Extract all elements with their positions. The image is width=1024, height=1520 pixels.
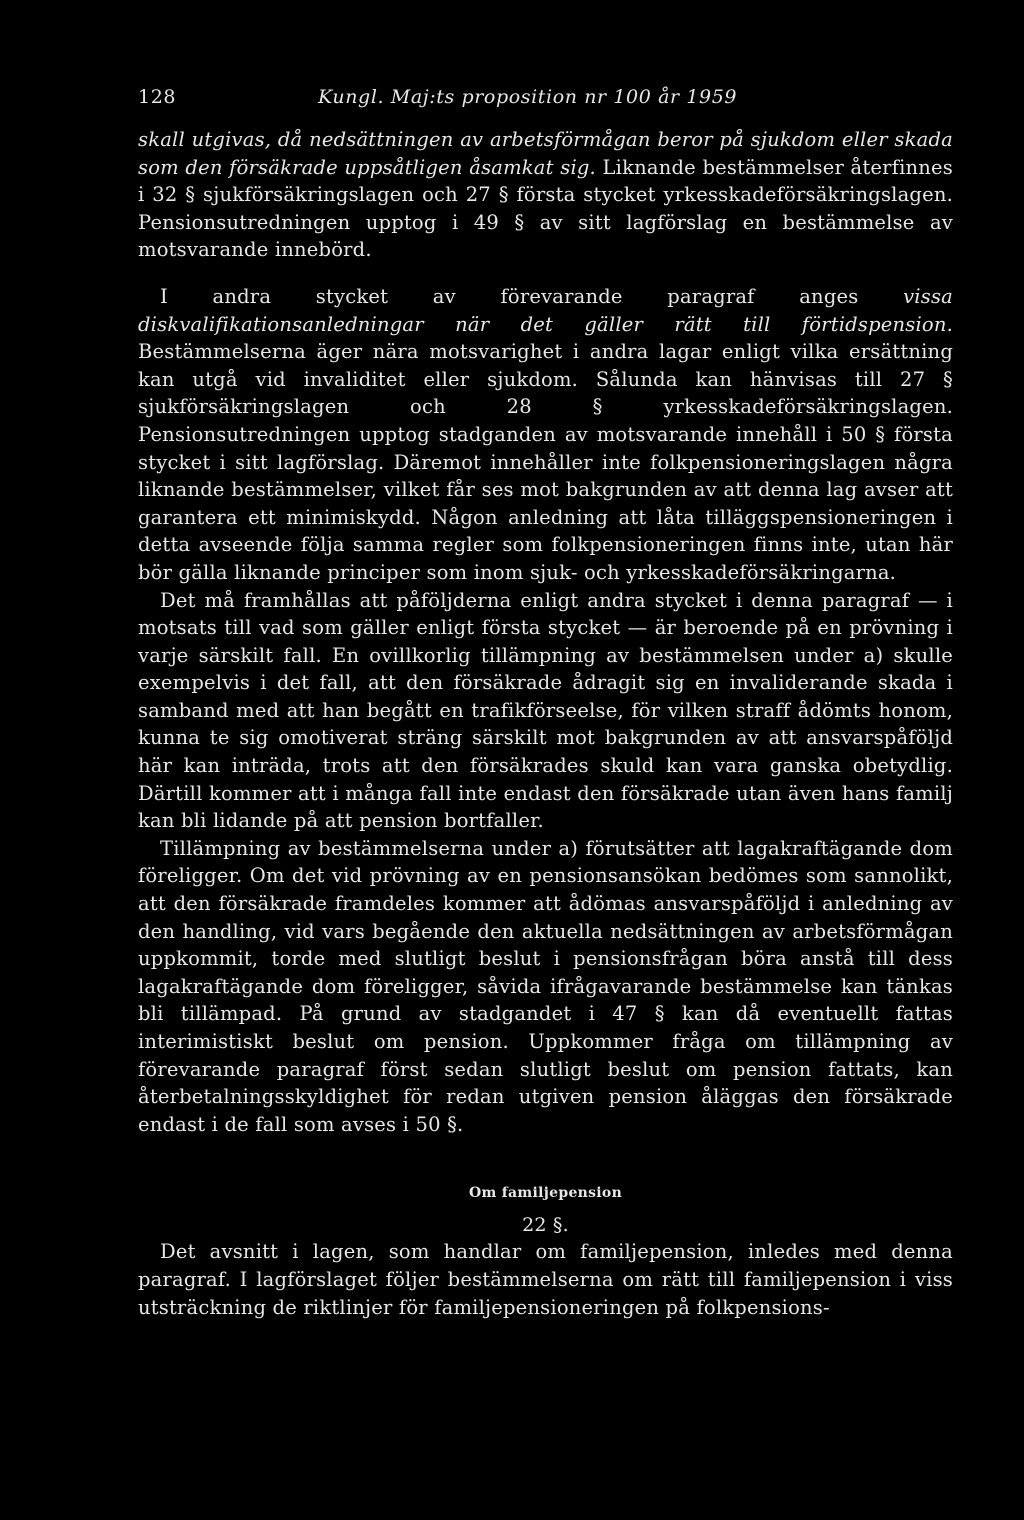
- paragraph: Det må framhållas att påföljderna enligt andra stycket i denna paragraf — i motsats till vad som gäller enligt första stycket — är beroende på en prövning i varje särskilt fall. En ovillkorlig tillämpning av bestämmelsen under a) skulle exempelvis i det fall, att den försäkrade ådragit sig en invaliderande skada i samband med att han begått en trafikförseelse, för vilken straff ådömts honom, kunna te sig omotiverat sträng särskilt mot bakgrunden av att ansvarspåföljd här kan inträda, trots att den försäkrades skuld kan vara ganska obetydlig. Därtill kommer att i många fall inte endast den försäkrade utan även hans familj kan bli lidande på att pension bortfaller.: [138, 588, 953, 833]
- paragraph: Tillämpning av bestämmelserna under a) förutsätter att lagakraftägande dom föreligger. Om det vid prövning av en pensionsansökan bedömes som sannolikt, att den försäkrade framdeles kommer att ådömas ansvarspåföljd i anledning av den handling, vid vars begående den aktuella nedsättningen av arbetsförmågan uppkommit, torde med slutligt beslut i pensionsfrågan böra anstå till dess lagakraftägande dom föreligger, såvida ifrågavarande bestämmelse kan tänkas bli tillämpad. På grund av stadgandet i 47 § kan då eventuellt fattas interimistiskt beslut om pension. Uppkommer fråga om tillämpning av förevarande paragraf först sedan slutligt beslut om pension fattats, kan återbetalningsskyldighet för redan utgiven pension åläggas den försäkrade endast i de fall som avses i 50 §.: [138, 836, 953, 1136]
- paragraph-text: Liknande bestämmelser återfinnes i 32 § sjukförsäkringslagen och 27 § första stycket yrkesskadeförsäkringslagen. Pensionsutredningen upptog i 49 § av sitt lagförslag en bestämmelse av motsvarande innebörd.: [138, 155, 954, 262]
- italic-text: vissa diskvalifikationsanledningar när det gäller rätt till förtidspension.: [138, 284, 953, 336]
- running-header: [138, 86, 953, 108]
- paragraph-text: Bestämmelserna äger nära motsvarighet i andra lagar enligt vilka ersättning kan utgå vid invaliditet eller sjukdom. Sålunda kan hänvisas till 27 § sjukförsäkringslagen och 28 § yrkesskadeförsäkringslagen. Pensionsutredningen upptog stadganden av motsvarande innehåll i 50 § första stycket i sitt lagförslag. Däremot innehåller inte folkpensioneringslagen några liknande bestämmelser, vilket får ses mot bakgrunden av att denna lag avser att garantera ett minimiskydd. Någon anledning att låta tilläggspensioneringen i detta avseende följa samma regler som folkpensioneringen finns inte, utan här bör gälla liknande principer som inom sjuk- och yrkesskadeförsäkringarna.: [138, 340, 953, 584]
- paragraph: [138, 283, 953, 587]
- document-page: [138, 86, 953, 1321]
- paragraph-gap: [138, 264, 953, 283]
- paragraph: [138, 126, 953, 264]
- running-title: Kungl. Maj:ts proposition nr 100 år 1959: [318, 86, 738, 108]
- paragraph: Det avsnitt i lagen, som handlar om familjepension, inledes med denna paragraf. I lagförslaget följer bestämmelserna om rätt till familjepension i viss utsträckning de riktlinjer för familjepensioneringen på folkpensions-: [138, 1240, 953, 1319]
- document-body: [138, 126, 953, 1321]
- paragraph-text: I andra stycket av förevarande paragraf anges: [160, 284, 904, 308]
- section-number: 22 §.: [522, 1214, 569, 1237]
- section-heading: Om familjepension: [468, 1185, 623, 1202]
- page-number: 128: [138, 86, 177, 108]
- italic-text: skall utgivas, då nedsättningen av arbetsförmågan beror på sjukdom eller skada som den försäkrade uppsåtligen åsamkat sig.: [138, 128, 953, 179]
